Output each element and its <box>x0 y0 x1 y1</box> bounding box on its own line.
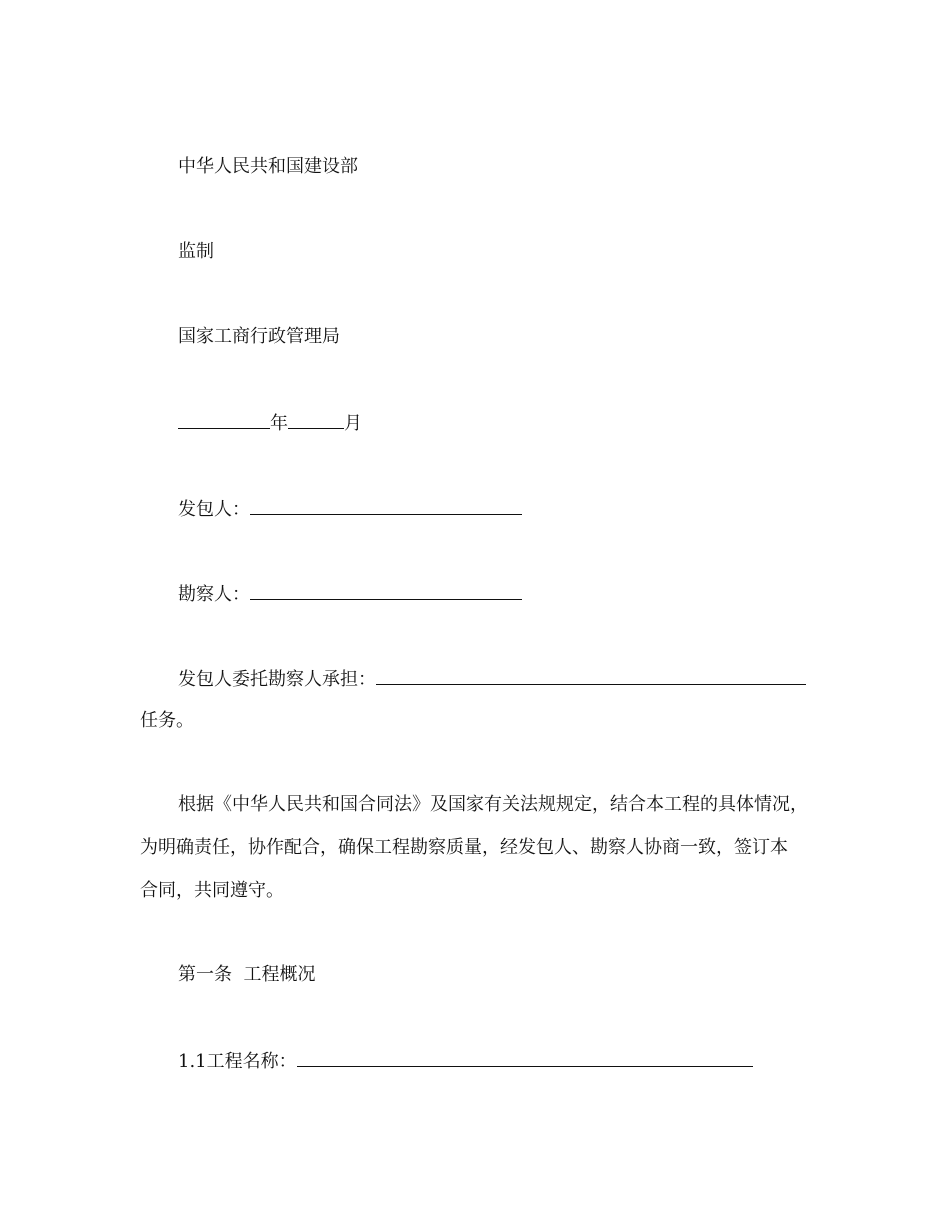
client-line <box>178 496 522 522</box>
bureau-line: 国家工商行政管理局 <box>178 326 340 347</box>
supervise-line: 监制 <box>178 241 214 262</box>
commission-blank[interactable] <box>376 666 806 685</box>
month-blank[interactable] <box>288 410 344 429</box>
ministry-line: 中华人民共和国建设部 <box>178 156 358 177</box>
client-blank[interactable] <box>250 496 522 515</box>
surveyor-blank[interactable] <box>250 581 522 600</box>
commission-label: 发包人委托勘察人承担： <box>178 669 376 690</box>
preamble-line-3: 合同，共同遵守。 <box>140 880 284 901</box>
date-line <box>178 410 362 436</box>
year-blank[interactable] <box>178 410 270 429</box>
client-label: 发包人： <box>178 499 250 520</box>
surveyor-line <box>178 581 522 607</box>
month-label: 月 <box>344 413 362 434</box>
year-label: 年 <box>270 413 288 434</box>
commission-line <box>178 666 806 692</box>
article1-title: 第一条 工程概况 <box>178 964 316 985</box>
surveyor-label: 勘察人： <box>178 584 250 605</box>
project-name-line <box>178 1048 753 1074</box>
preamble-line-2: 为明确责任，协作配合，确保工程勘察质量，经发包人、勘察人协商一致，签订本 <box>140 837 788 858</box>
preamble-line-1: 根据《中华人民共和国合同法》及国家有关法规规定，结合本工程的具体情况， <box>178 794 808 815</box>
project-name-blank[interactable] <box>297 1048 753 1067</box>
commission-suffix: 任务。 <box>140 710 194 731</box>
project-name-label: 1.1工程名称： <box>178 1051 297 1072</box>
